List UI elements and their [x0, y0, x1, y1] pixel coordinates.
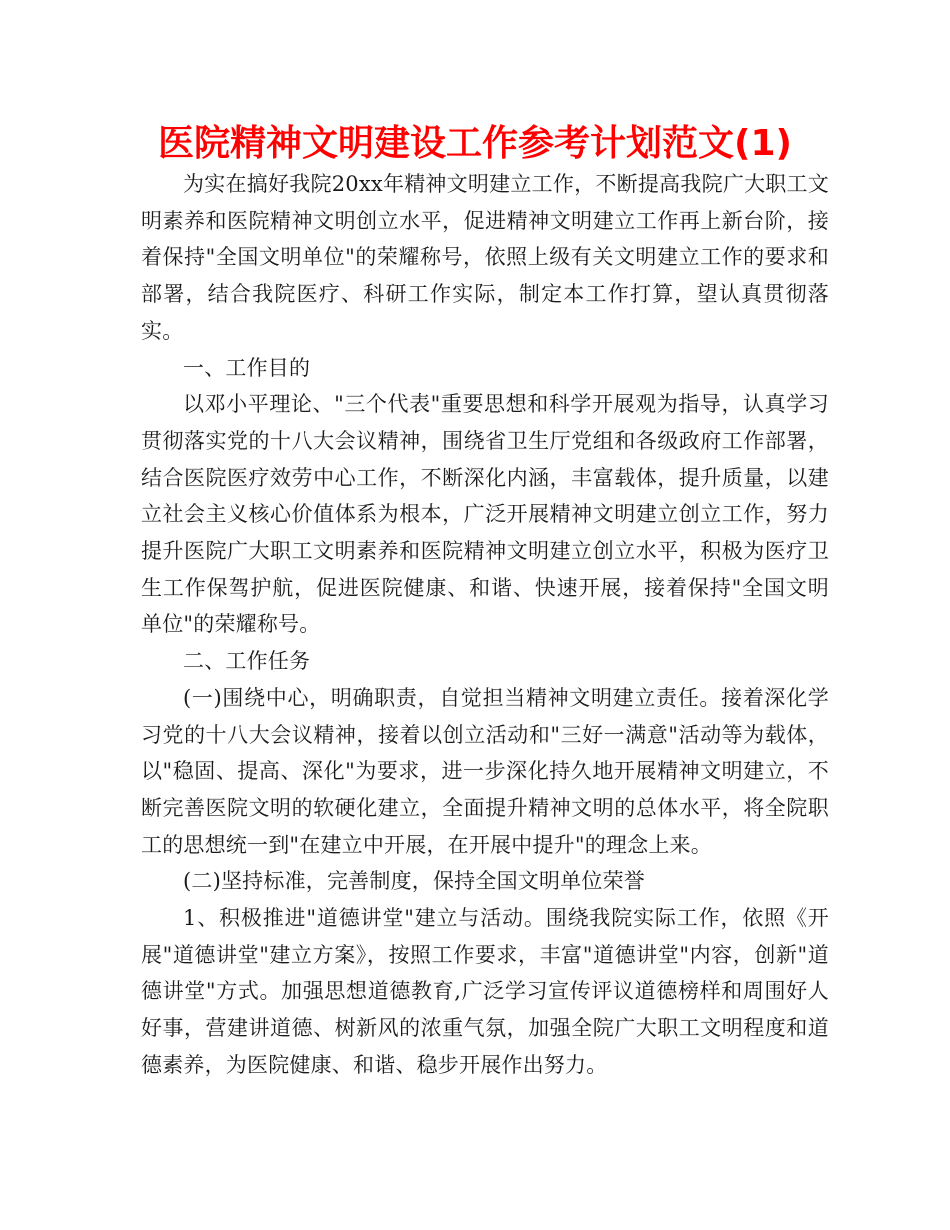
document-title: 医院精神文明建设工作参考计划范文(1)	[158, 123, 792, 164]
document-body	[141, 166, 829, 1084]
paragraph-goal: 以邓小平理论、"三个代表"重要思想和科学开展观为指导，认真学习贯彻落实党的十八大会议精神，围绕省卫生厅党组和各级政府工作部署，结合医院医疗效劳中心工作，不断深化内涵，丰富载体，提升质量，以建立社会主义核心价值体系为根本，广泛开展精神文明建立创立工作，努力提升医院广大职工文明素养和医院精神文明建立创立水平，积极为医疗卫生工作保驾护航，促进医院健康、和谐、快速开展，接着保持"全国文明单位"的荣耀称号。	[141, 392, 829, 637]
section-heading-goal: 一、工作目的	[183, 355, 311, 380]
subheading-task-2: (二)坚持标准，完善制度，保持全国文明单位荣誉	[183, 869, 645, 894]
section-heading-tasks: 二、工作任务	[183, 649, 311, 674]
paragraph-task-1: (一)围绕中心，明确职责，自觉担当精神文明建立责任。接着深化学习党的十八大会议精神，接着以创立活动和"三好一满意"活动等为载体，以"稳固、提高、深化"为要求，进一步深化持久地开展精神文明建立，不断完善医院文明的软硬化建立，全面提升精神文明的总体水平，将全院职工的思想统一到"在建立中开展，在开展中提升"的理念上来。	[141, 685, 829, 857]
paragraph-intro: 为实在搞好我院20xx年精神文明建立工作，不断提高我院广大职工文明素养和医院精神文明创立水平，促进精神文明建立工作再上新台阶，接着保持"全国文明单位"的荣耀称号，依照上级有关文明建立工作的要求和部署，结合我院医疗、科研工作实际，制定本工作打算，望认真贯彻落实。	[141, 172, 829, 343]
paragraph-task-2-item-1: 1、积极推进"道德讲堂"建立与活动。围绕我院实际工作，依照《开展"道德讲堂"建立方案》，按照工作要求，丰富"道德讲堂"内容，创新"道德讲堂"方式。加强思想道德教育,广泛学习宣传评议道德榜样和周围好人好事，营建讲道德、树新风的浓重气氛，加强全院广大职工文明程度和道德素养，为医院健康、和谐、稳步开展作出努力。	[141, 906, 829, 1077]
